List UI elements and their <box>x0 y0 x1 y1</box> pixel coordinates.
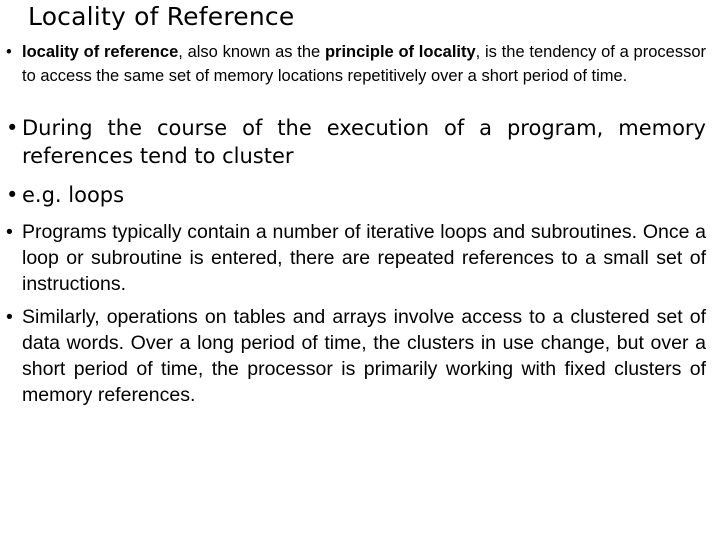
bullet-text: , is the tendency of a processor to access the same set of memory locations repetitively over a short period of time. <box>22 43 706 85</box>
bullet-tables-arrays <box>6 304 706 408</box>
bullet-programs-loops <box>6 219 706 297</box>
slide-title: Locality of Reference <box>28 2 295 31</box>
bullet-memory-cluster <box>6 114 706 170</box>
bullet-dot-icon: • <box>6 183 19 207</box>
bullet-dot-icon: • <box>6 221 13 243</box>
term-principle-of-locality: principle of locality <box>324 43 476 61</box>
bullet-dot-icon: • <box>6 43 12 61</box>
bullet-locality-definition <box>6 40 706 88</box>
bullet-text: Similarly, operations on tables and arrays involve access to a clustered set of data words. Over a long period of time, the clusters in use change, but over a short period of time, the processor is primarily working with fixed clusters of memory references. <box>22 306 706 406</box>
bullet-loops-example <box>6 181 706 209</box>
bullet-text: Programs typically contain a number of iterative loops and subroutines. Once a loop or subroutine is entered, there are repeated references to a small set of instructions. <box>22 221 706 295</box>
bullet-dot-icon: • <box>6 116 19 140</box>
bullet-text: e.g. loops <box>22 183 125 207</box>
bullet-text: During the course of the execution of a program, memory references tend to cluster <box>22 116 706 168</box>
bullet-dot-icon: • <box>6 306 13 328</box>
term-locality-of-reference: locality of reference <box>22 43 179 61</box>
bullet-text: , also known as the <box>178 43 325 61</box>
